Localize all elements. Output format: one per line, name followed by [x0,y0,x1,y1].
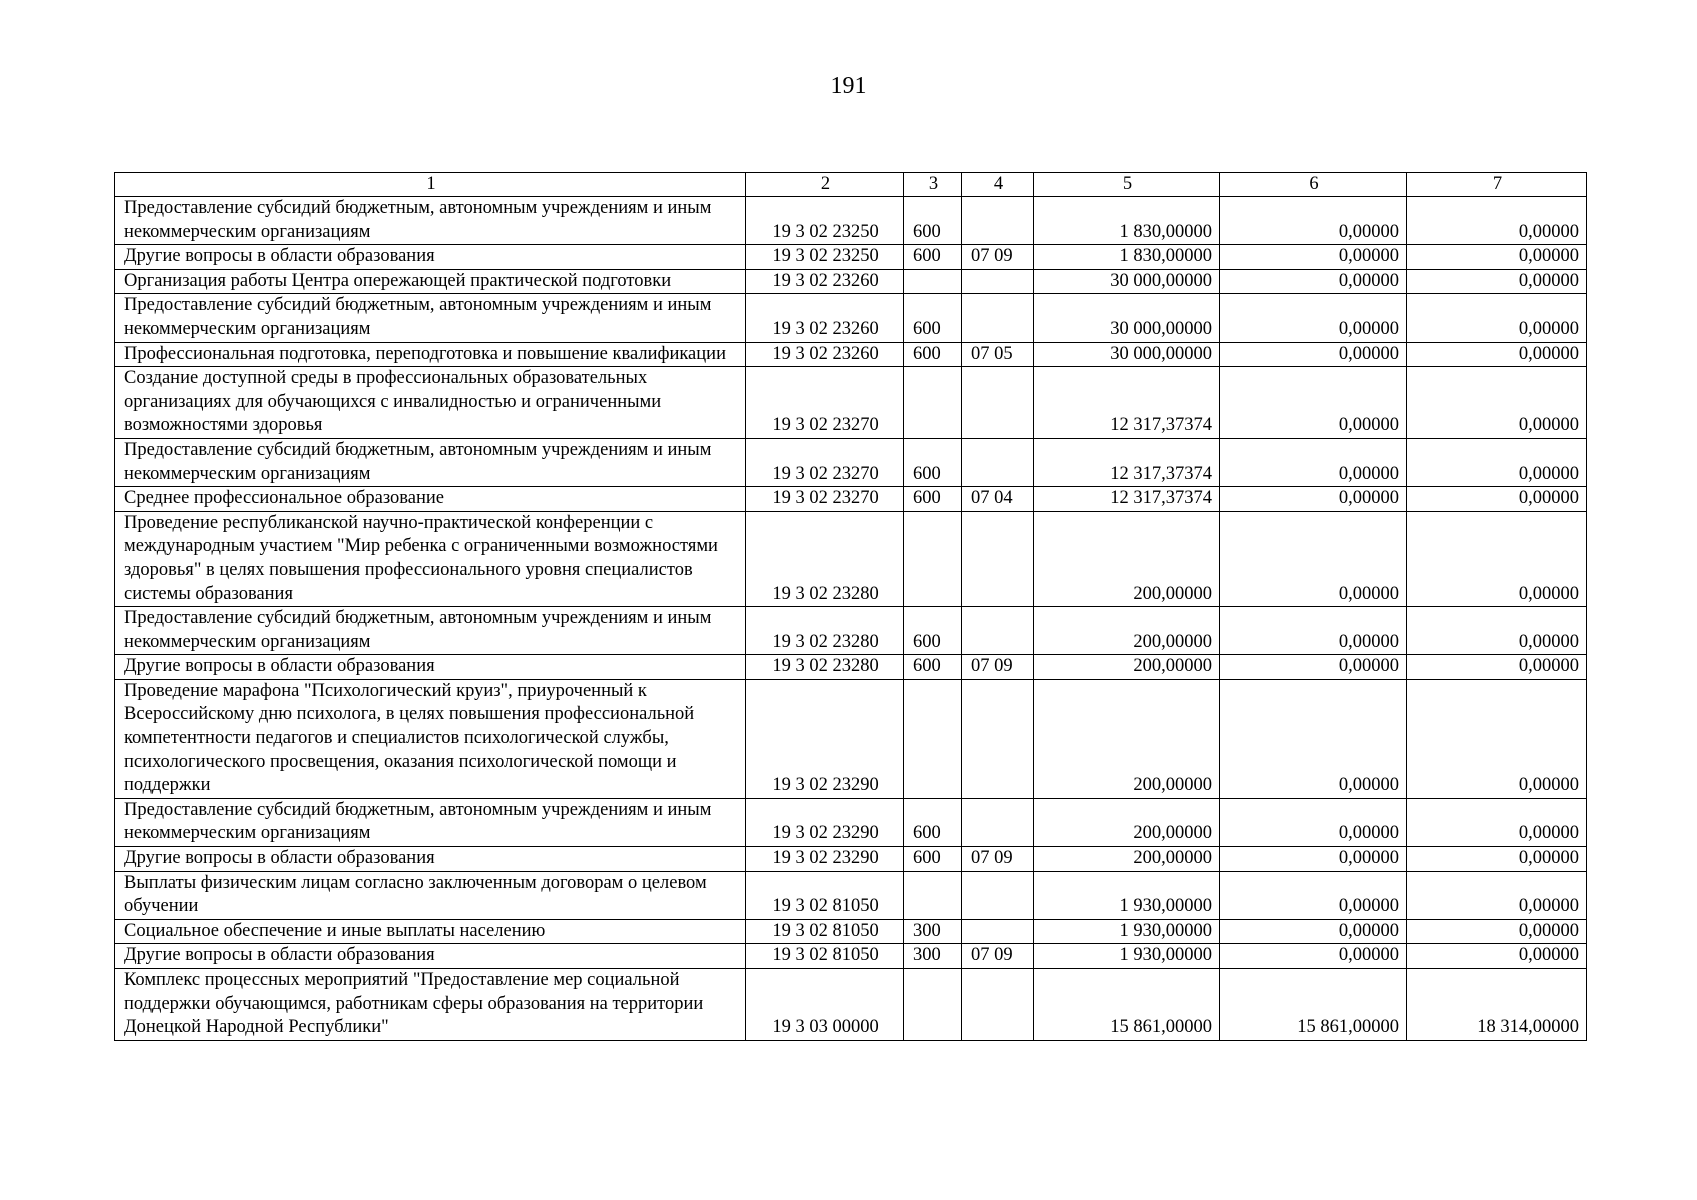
row-amount-3-cell: 18 314,00000 [1407,969,1587,1041]
row-amount-1-cell: 1 930,00000 [1034,944,1220,969]
row-section-cell [962,197,1034,245]
row-expense-type-cell [904,367,962,439]
row-section-cell: 07 09 [962,655,1034,680]
table-row [115,367,1587,439]
row-code-cell: 19 3 02 23260 [746,342,904,367]
row-code-cell: 19 3 02 23270 [746,438,904,486]
row-amount-3-cell: 0,00000 [1407,438,1587,486]
row-amount-1-cell: 1 830,00000 [1034,197,1220,245]
row-amount-2-cell: 0,00000 [1220,919,1407,944]
row-amount-2-cell: 0,00000 [1220,798,1407,846]
row-amount-2-cell: 0,00000 [1220,655,1407,680]
row-amount-3-cell: 0,00000 [1407,679,1587,798]
row-code-cell: 19 3 02 23280 [746,607,904,655]
table-row [115,197,1587,245]
row-section-cell [962,294,1034,342]
row-expense-type-cell: 600 [904,438,962,486]
header-cell: 4 [962,173,1034,197]
row-section-cell: 07 05 [962,342,1034,367]
row-name-cell: Проведение республиканской научно-практической конференции с международным участием "Мир ребенка с ограниченными возможностями здоровья" в целях повышения профессионального уровня специалистов системы образования [115,511,746,606]
table-row [115,969,1587,1041]
row-section-cell [962,679,1034,798]
row-name-cell: Профессиональная подготовка, переподготовка и повышение квалификации [115,342,746,367]
row-name-cell: Предоставление субсидий бюджетным, автономным учреждениям и иным некоммерческим организациям [115,294,746,342]
header-cell: 5 [1034,173,1220,197]
row-amount-3-cell: 0,00000 [1407,511,1587,606]
row-amount-3-cell: 0,00000 [1407,847,1587,872]
row-name-cell: Выплаты физическим лицам согласно заключенным договорам о целевом обучении [115,871,746,919]
row-section-cell [962,969,1034,1041]
row-amount-1-cell: 15 861,00000 [1034,969,1220,1041]
row-amount-3-cell: 0,00000 [1407,655,1587,680]
row-amount-2-cell: 0,00000 [1220,511,1407,606]
table-row [115,679,1587,798]
table-row [115,245,1587,270]
row-amount-1-cell: 30 000,00000 [1034,294,1220,342]
row-amount-2-cell: 0,00000 [1220,197,1407,245]
table-row [115,342,1587,367]
row-expense-type-cell: 600 [904,655,962,680]
row-expense-type-cell: 600 [904,245,962,270]
header-cell: 6 [1220,173,1407,197]
row-amount-1-cell: 200,00000 [1034,679,1220,798]
table-row [115,871,1587,919]
row-expense-type-cell: 600 [904,487,962,512]
row-amount-2-cell: 0,00000 [1220,342,1407,367]
row-amount-3-cell: 0,00000 [1407,944,1587,969]
row-expense-type-cell: 300 [904,944,962,969]
row-section-cell: 07 09 [962,847,1034,872]
row-code-cell: 19 3 02 23290 [746,679,904,798]
table-row [115,294,1587,342]
row-name-cell: Предоставление субсидий бюджетным, автономным учреждениям и иным некоммерческим организациям [115,197,746,245]
row-amount-2-cell: 0,00000 [1220,847,1407,872]
row-name-cell: Комплекс процессных мероприятий "Предоставление мер социальной поддержки обучающимся, работникам сферы образования на территории Донецкой Народной Республики" [115,969,746,1041]
row-expense-type-cell [904,871,962,919]
row-amount-1-cell: 30 000,00000 [1034,269,1220,294]
row-name-cell: Среднее профессиональное образование [115,487,746,512]
row-expense-type-cell [904,269,962,294]
header-cell: 3 [904,173,962,197]
table-row [115,919,1587,944]
row-expense-type-cell: 300 [904,919,962,944]
row-section-cell [962,438,1034,486]
row-expense-type-cell: 600 [904,607,962,655]
row-code-cell: 19 3 02 23270 [746,367,904,439]
row-code-cell: 19 3 02 23280 [746,511,904,606]
table-header-row [115,173,1587,197]
row-amount-2-cell: 0,00000 [1220,944,1407,969]
row-section-cell [962,511,1034,606]
row-amount-2-cell: 0,00000 [1220,871,1407,919]
row-name-cell: Предоставление субсидий бюджетным, автономным учреждениям и иным некоммерческим организациям [115,607,746,655]
row-amount-3-cell: 0,00000 [1407,245,1587,270]
table-row [115,944,1587,969]
row-amount-1-cell: 1 930,00000 [1034,919,1220,944]
row-name-cell: Предоставление субсидий бюджетным, автономным учреждениям и иным некоммерческим организациям [115,438,746,486]
row-code-cell: 19 3 02 81050 [746,871,904,919]
row-section-cell: 07 09 [962,245,1034,270]
header-cell: 7 [1407,173,1587,197]
row-amount-1-cell: 1 930,00000 [1034,871,1220,919]
row-code-cell: 19 3 02 81050 [746,944,904,969]
row-amount-3-cell: 0,00000 [1407,871,1587,919]
row-amount-2-cell: 0,00000 [1220,245,1407,270]
row-name-cell: Предоставление субсидий бюджетным, автономным учреждениям и иным некоммерческим организациям [115,798,746,846]
row-amount-2-cell: 0,00000 [1220,607,1407,655]
row-expense-type-cell: 600 [904,342,962,367]
row-expense-type-cell [904,679,962,798]
row-section-cell: 07 09 [962,944,1034,969]
row-code-cell: 19 3 02 23290 [746,847,904,872]
row-name-cell: Создание доступной среды в профессиональных образовательных организациях для обучающихся с инвалидностью и ограниченными возможностями здоровья [115,367,746,439]
row-name-cell: Другие вопросы в области образования [115,944,746,969]
row-amount-2-cell: 0,00000 [1220,294,1407,342]
header-cell: 2 [746,173,904,197]
row-amount-1-cell: 200,00000 [1034,511,1220,606]
row-amount-1-cell: 30 000,00000 [1034,342,1220,367]
row-amount-3-cell: 0,00000 [1407,607,1587,655]
row-expense-type-cell [904,969,962,1041]
table-row [115,847,1587,872]
row-amount-3-cell: 0,00000 [1407,269,1587,294]
row-amount-1-cell: 1 830,00000 [1034,245,1220,270]
row-amount-3-cell: 0,00000 [1407,197,1587,245]
row-code-cell: 19 3 02 23290 [746,798,904,846]
row-code-cell: 19 3 02 23250 [746,197,904,245]
row-amount-1-cell: 200,00000 [1034,798,1220,846]
row-amount-1-cell: 200,00000 [1034,847,1220,872]
row-amount-1-cell: 12 317,37374 [1034,367,1220,439]
row-section-cell [962,871,1034,919]
row-amount-2-cell: 0,00000 [1220,269,1407,294]
row-section-cell [962,798,1034,846]
row-code-cell: 19 3 02 23250 [746,245,904,270]
row-section-cell [962,367,1034,439]
row-amount-3-cell: 0,00000 [1407,342,1587,367]
table-row [115,487,1587,512]
row-expense-type-cell [904,511,962,606]
row-code-cell: 19 3 02 23270 [746,487,904,512]
table-row [115,269,1587,294]
header-cell: 1 [115,173,746,197]
row-expense-type-cell: 600 [904,798,962,846]
row-amount-3-cell: 0,00000 [1407,487,1587,512]
row-section-cell [962,269,1034,294]
row-amount-2-cell: 0,00000 [1220,679,1407,798]
row-amount-2-cell: 0,00000 [1220,367,1407,439]
row-amount-1-cell: 12 317,37374 [1034,438,1220,486]
row-name-cell: Социальное обеспечение и иные выплаты населению [115,919,746,944]
row-section-cell [962,607,1034,655]
row-section-cell [962,919,1034,944]
row-amount-3-cell: 0,00000 [1407,919,1587,944]
row-expense-type-cell: 600 [904,847,962,872]
row-amount-2-cell: 0,00000 [1220,487,1407,512]
row-code-cell: 19 3 03 00000 [746,969,904,1041]
table-row [115,438,1587,486]
row-name-cell: Другие вопросы в области образования [115,245,746,270]
row-code-cell: 19 3 02 81050 [746,919,904,944]
table-row [115,655,1587,680]
row-name-cell: Проведение марафона "Психологический круиз", приуроченный к Всероссийскому дню психолога, в целях повышения профессиональной компетентности педагогов и специалистов психологической службы, психологического просвещения, оказания психологической помощи и поддержки [115,679,746,798]
row-expense-type-cell: 600 [904,197,962,245]
row-amount-3-cell: 0,00000 [1407,294,1587,342]
budget-table [114,172,1587,1041]
row-amount-1-cell: 200,00000 [1034,655,1220,680]
table-row [115,798,1587,846]
row-amount-1-cell: 200,00000 [1034,607,1220,655]
row-amount-2-cell: 15 861,00000 [1220,969,1407,1041]
page-number: 191 [830,73,867,99]
row-code-cell: 19 3 02 23260 [746,294,904,342]
row-code-cell: 19 3 02 23280 [746,655,904,680]
row-name-cell: Другие вопросы в области образования [115,655,746,680]
row-code-cell: 19 3 02 23260 [746,269,904,294]
row-amount-3-cell: 0,00000 [1407,367,1587,439]
table-row [115,511,1587,606]
table-row [115,607,1587,655]
row-name-cell: Другие вопросы в области образования [115,847,746,872]
row-amount-2-cell: 0,00000 [1220,438,1407,486]
row-section-cell: 07 04 [962,487,1034,512]
row-amount-3-cell: 0,00000 [1407,798,1587,846]
row-amount-1-cell: 12 317,37374 [1034,487,1220,512]
row-name-cell: Организация работы Центра опережающей практической подготовки [115,269,746,294]
row-expense-type-cell: 600 [904,294,962,342]
